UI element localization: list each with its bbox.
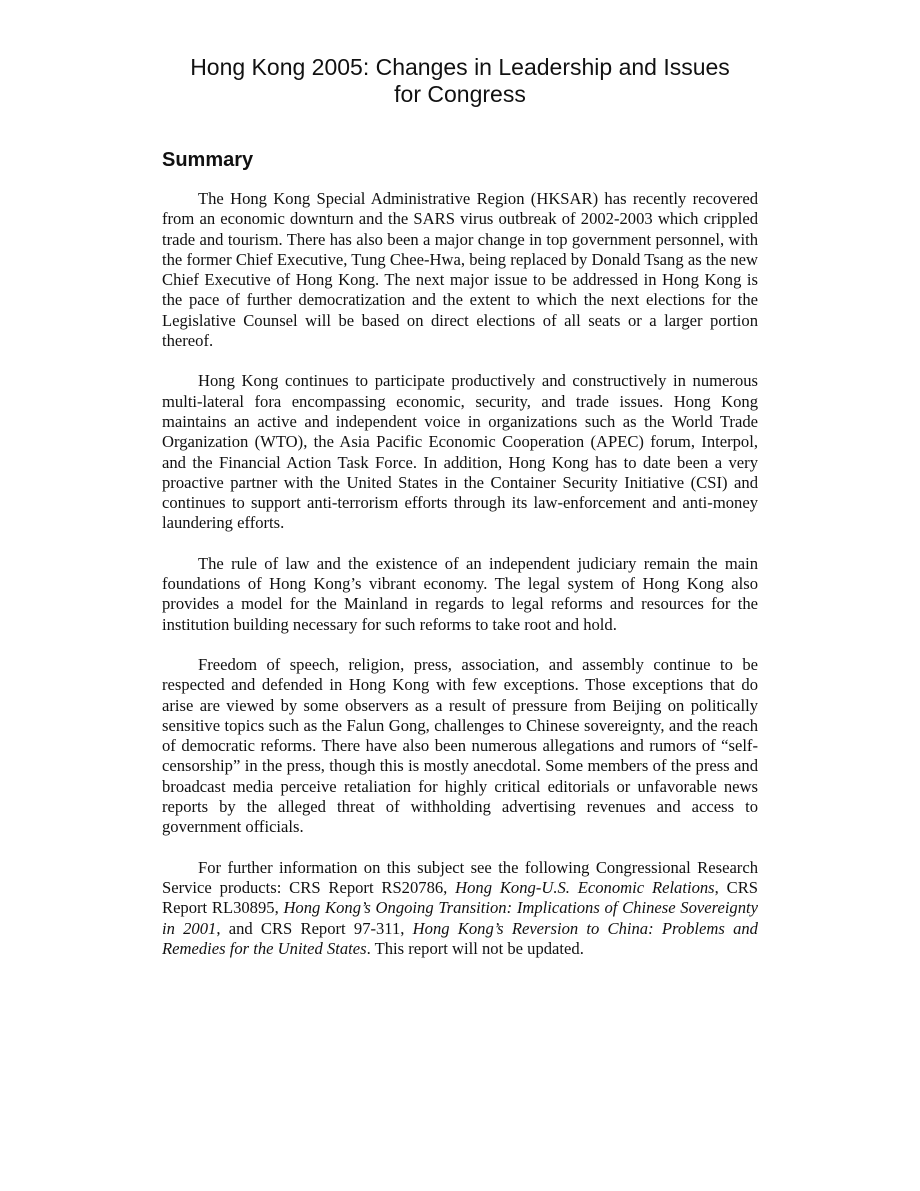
title-line-1: Hong Kong 2005: Changes in Leadership and Issues	[190, 54, 730, 80]
paragraph-further-information	[162, 858, 758, 959]
paragraph-2: Hong Kong continues to participate productively and constructively in numerous multi-lateral fora encompassing economic, security, and trade issues. Hong Kong maintains an active and independent voice in organizations such as the World Trade Organization (WTO), the Asia Pacific Economic Cooperation (APEC) forum, Interpol, and the Financial Action Task Force. In addition, Hong Kong has to date been a very proactive partner with the United States in the Container Security Initiative (CSI) and continues to support anti-terrorism efforts through its law-enforcement and anti-money laundering efforts.	[162, 371, 758, 533]
paragraph-3: The rule of law and the existence of an independent judiciary remain the main foundations of Hong Kong’s vibrant economy. The legal system of Hong Kong also provides a model for the Mainland in regards to legal reforms and resources for the institution building necessary for such reforms to take root and hold.	[162, 553, 758, 634]
further-info-text-4: . This report will not be updated.	[366, 938, 584, 958]
report-title-rs20786: Hong Kong-U.S. Economic Relations	[455, 877, 715, 897]
further-info-text-2: , CRS Report RL30895,	[162, 877, 758, 918]
title-line-2: for Congress	[394, 81, 526, 107]
report-title-97-311: Hong Kong’s Reversion to China: Problems and Remedies for the United States	[162, 918, 758, 958]
further-info-text-1: For further information on this subject see the following Congressional Research Service products: CRS Report RS20786,	[162, 857, 758, 897]
paragraph-1: The Hong Kong Special Administrative Region (HKSAR) has recently recovered from an economic downturn and the SARS virus outbreak of 2002-2003 which crippled trade and tourism. There has also been a major change in top government personnel, with the former Chief Executive, Tung Chee-Hwa, being replaced by Donald Tsang as the new Chief Executive of Hong Kong. The next major issue to be addressed in Hong Kong is the pace of further democratization and the extent to which the next elections for the Legislative Counsel will be based on direct elections of all seats or a larger portion thereof.	[162, 189, 758, 351]
further-info-text-3: , and CRS Report 97-311,	[216, 918, 413, 938]
section-heading-summary: Summary	[162, 149, 254, 171]
report-title-rl30895: Hong Kong’s Ongoing Transition: Implications of Chinese Sovereignty in 2001	[162, 898, 759, 938]
document-title	[162, 54, 758, 108]
document-page	[162, 54, 758, 959]
paragraph-4: Freedom of speech, religion, press, association, and assembly continue to be respected and defended in Hong Kong with few exceptions. Those exceptions that do arise are viewed by some observers as a result of pressure from Beijing on politically sensitive topics such as the Falun Gong, challenges to Chinese sovereignty, and the reach of democratic reforms. There have also been numerous allegations and rumors of “self-censorship” in the press, though this is mostly anecdotal. Some members of the press and broadcast media perceive retaliation for highly critical editorials or unfavorable news reports by the alleged threat of withholding advertising revenues and access to government officials.	[162, 654, 758, 837]
